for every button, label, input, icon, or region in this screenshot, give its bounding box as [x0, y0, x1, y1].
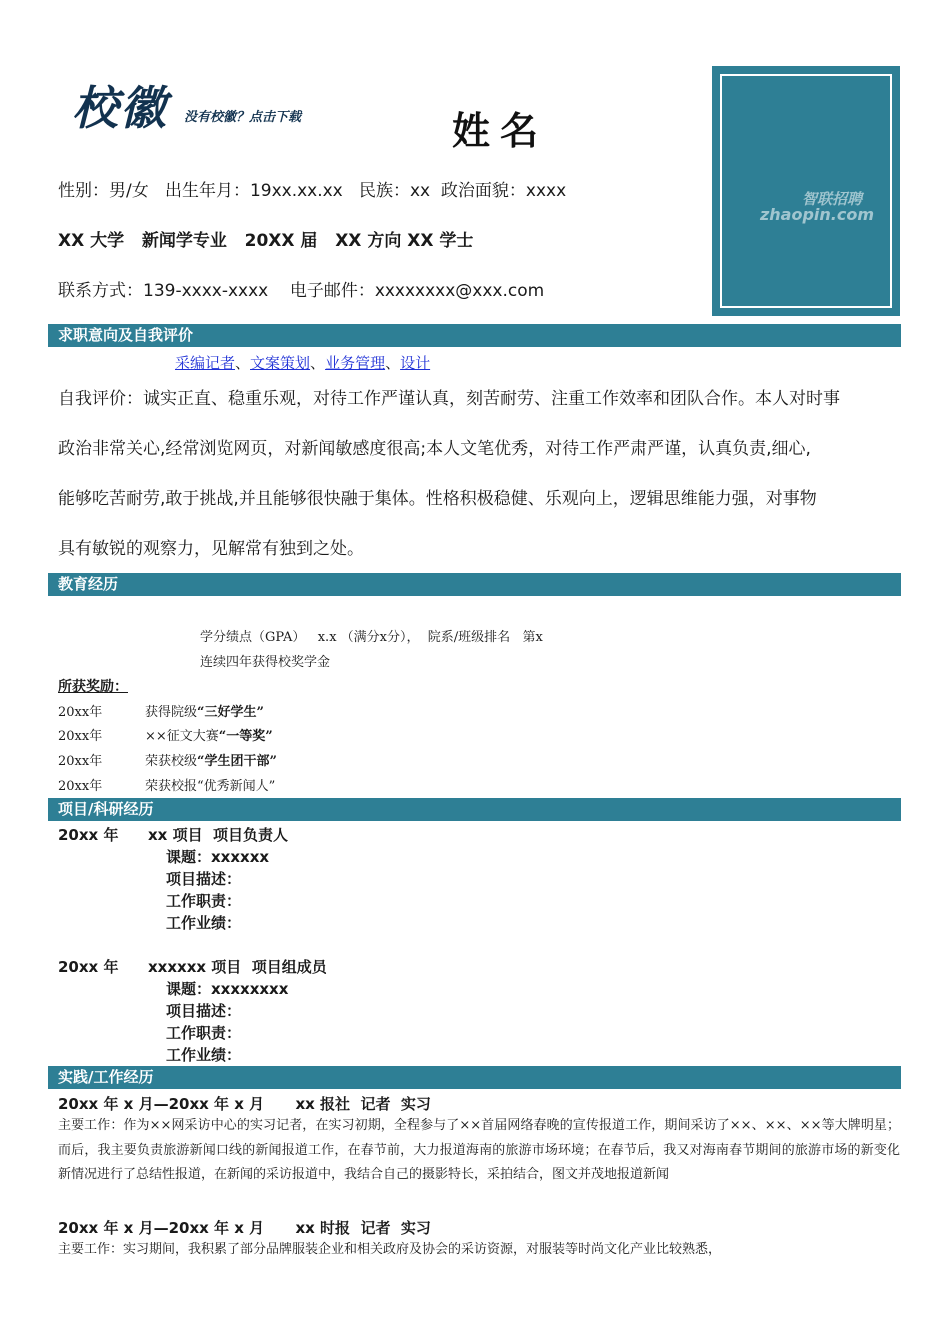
personal-basic-info: 性别：男/女 出生年月：19xx.xx.xx 民族：xx 政治面貌：xxxx	[58, 181, 567, 201]
award-year: 20xx年	[58, 705, 103, 720]
project-heading	[58, 956, 327, 977]
award-text	[145, 701, 264, 720]
award-text	[145, 725, 273, 744]
award-highlight: “三好学生”	[197, 705, 264, 720]
award-prefix: 荣获校级	[145, 754, 198, 769]
photo-placeholder[interactable]	[712, 66, 900, 316]
education-summary: XX 大学 新闻学专业 20XX 届 XX 方向 XX 学士	[58, 231, 474, 251]
project-year: 20xx 年	[58, 826, 119, 844]
intent-sep: 、	[235, 354, 251, 372]
section-header-projects: 项目/科研经历	[48, 798, 901, 821]
project-field: 项目描述：	[166, 870, 242, 888]
section-header-work: 实践/工作经历	[48, 1066, 901, 1089]
contact-info: 联系方式：139-xxxx-xxxx 电子邮件：xxxxxxxx@xxx.com	[58, 281, 545, 301]
project-year: 20xx 年	[58, 958, 119, 976]
intent-link-management[interactable]: 业务管理	[325, 354, 386, 372]
intent-link-design[interactable]: 设计	[400, 354, 431, 372]
intent-link-copywriting[interactable]: 文案策划	[250, 354, 311, 372]
job-heading: 20xx 年 x 月—20xx 年 x 月 xx 报社 记者 实习	[58, 1095, 431, 1113]
self-eval-line: 能够吃苦耐劳,敢于挑战,并且能够很快融于集体。性格积极稳健、乐观向上，逻辑思维能力强，对事物	[58, 489, 817, 509]
section-header-intent: 求职意向及自我评价	[48, 324, 901, 347]
school-logo[interactable]: 校徽	[72, 81, 168, 135]
logo-download-hint[interactable]: 没有校徽？点击下载	[184, 110, 302, 125]
award-text	[145, 750, 277, 769]
award-year: 20xx年	[58, 779, 103, 794]
project-field: 课题：xxxxxx	[166, 848, 270, 866]
self-eval-line: 自我评价：诚实正直、稳重乐观，对待工作严谨认真，刻苦耐劳、注重工作效率和团队合作。本人对时事	[58, 389, 840, 409]
awards-title: 所获奖励：	[58, 679, 128, 695]
project-field: 课题：xxxxxxxx	[166, 980, 289, 998]
self-eval-line: 具有敏锐的观察力，见解常有独到之处。	[58, 539, 364, 559]
award-year: 20xx年	[58, 754, 103, 769]
project-field: 项目描述：	[166, 1002, 242, 1020]
award-prefix: ××征文大赛	[145, 729, 219, 744]
intent-sep: 、	[385, 354, 401, 372]
candidate-name: 姓名	[452, 109, 549, 153]
project-title: xx 项目 项目负责人	[148, 826, 289, 844]
scholarship-line: 连续四年获得校奖学金	[200, 655, 331, 670]
job-description: 主要工作：实习期间，我积累了部分品牌服装企业和相关政府及协会的采访资源，对服装等时尚文化产业比较熟悉，	[58, 1242, 722, 1257]
award-prefix: 荣获校报“优秀新闻人”	[145, 779, 276, 794]
job-description: 主要工作：作为××网采访中心的实习记者，在实习初期，全程参与了××首届网络春晚的宣传报道工作，期间采访了××、××、××等大牌明星；而后，我主要负责旅游新闻口线的新闻报道工作，在春节前，大力报道海南的旅游市场环境；在春节后，我又对海南春节期间的旅游市场的新变化新情况进行了总结性报道，在新闻的采访报道中，我结合自己的摄影特长，采拍结合，图文并茂地报道新闻	[58, 1118, 900, 1182]
project-field: 工作业绩：	[166, 1046, 242, 1064]
award-highlight: “一等奖”	[218, 729, 273, 744]
award-highlight: “学生团干部”	[197, 754, 277, 769]
photo-watermark	[752, 188, 882, 224]
project-title: xxxxxx 项目 项目组成员	[148, 958, 327, 976]
photo-frame	[720, 74, 892, 308]
intent-sep: 、	[310, 354, 326, 372]
award-prefix: 获得院级	[145, 705, 198, 720]
section-header-education: 教育经历	[48, 573, 901, 596]
gpa-line: 学分绩点（GPA） x.x （满分x分）， 院系/班级排名 第x	[200, 630, 543, 645]
award-text	[145, 775, 275, 794]
job-heading: 20xx 年 x 月—20xx 年 x 月 xx 时报 记者 实习	[58, 1219, 431, 1237]
intent-link-editor[interactable]: 采编记者	[175, 354, 236, 372]
job-intent-links	[175, 352, 430, 373]
project-heading	[58, 824, 288, 845]
self-eval-line: 政治非常关心,经常浏览网页，对新闻敏感度很高;本人文笔优秀，对待工作严肃严谨，认真负责,细心,	[58, 439, 811, 459]
watermark-cn: 智联招聘	[801, 190, 862, 208]
project-field: 工作职责：	[166, 892, 242, 910]
project-field: 工作职责：	[166, 1024, 242, 1042]
watermark-en: zhaopin.com	[759, 205, 875, 224]
award-year: 20xx年	[58, 729, 103, 744]
project-field: 工作业绩：	[166, 914, 242, 932]
